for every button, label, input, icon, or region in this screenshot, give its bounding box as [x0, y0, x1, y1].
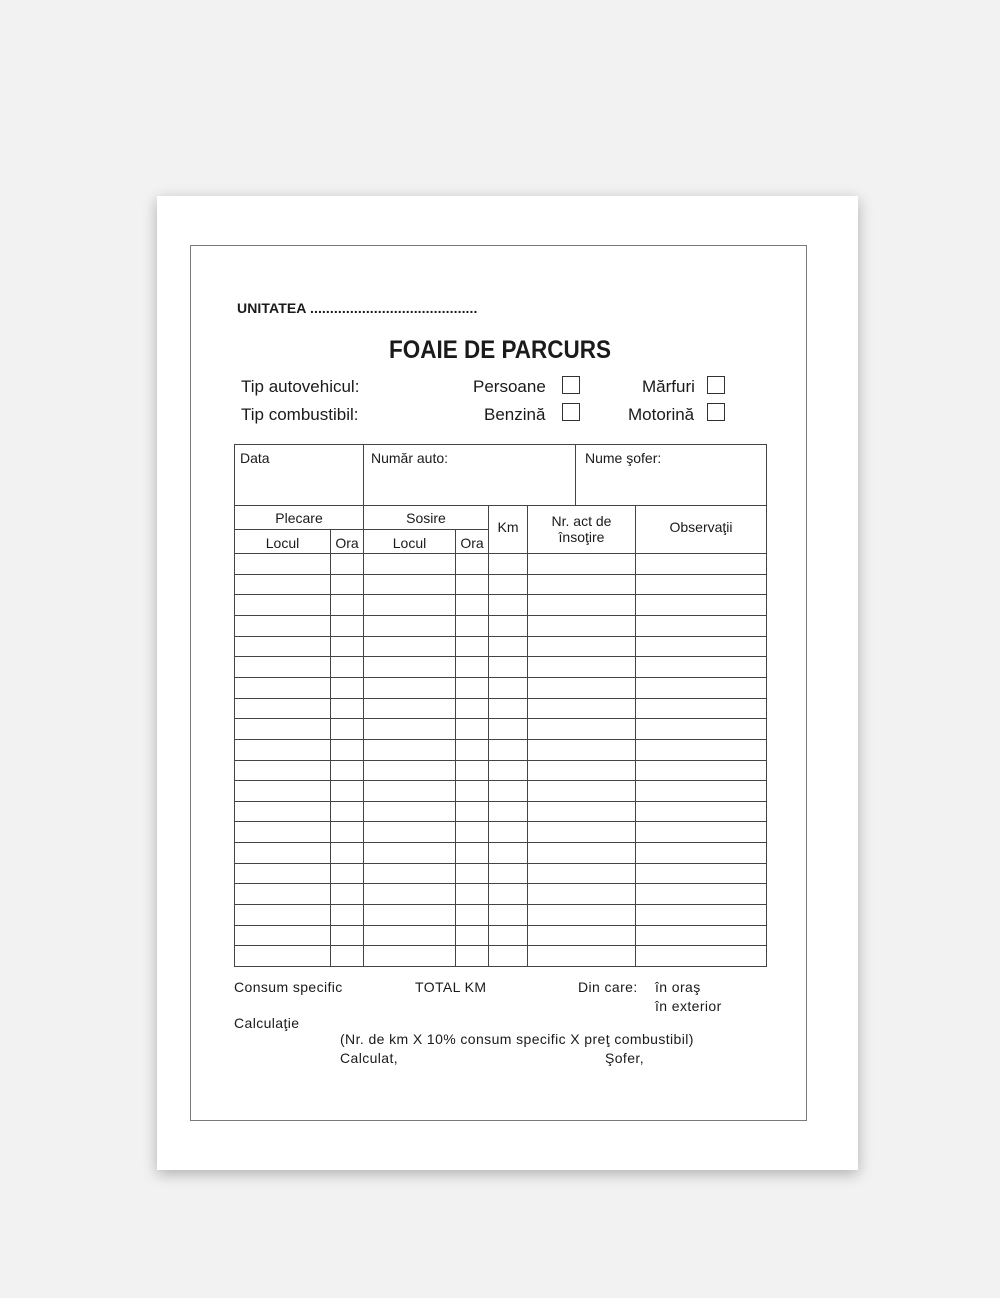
option-goods-label: Mărfuri	[642, 377, 695, 396]
table-row-divider	[234, 574, 767, 575]
table-row-divider	[234, 718, 767, 719]
unit-field-label: UNITATEA ..........................................	[237, 300, 478, 316]
departure-place-header: Locul	[265, 535, 300, 551]
table-row-divider	[234, 760, 767, 761]
table-row-divider	[234, 636, 767, 637]
option-persons-label: Persoane	[473, 377, 546, 396]
km-header: Km	[497, 519, 519, 535]
diesel-checkbox[interactable]	[707, 403, 725, 421]
table-row-divider	[234, 883, 767, 884]
table-row-divider	[234, 904, 767, 905]
departure-header: Plecare	[275, 510, 323, 526]
doc-number-header-line1: Nr. act de	[551, 513, 612, 529]
plate-number-header: Număr auto:	[371, 450, 449, 466]
vehicle-type-label: Tip autovehicul:	[241, 377, 360, 396]
table-row-divider	[234, 821, 767, 822]
table-row-divider	[234, 945, 767, 946]
driver-name-header: Nume şofer:	[585, 450, 662, 466]
arrival-place-header: Locul	[392, 535, 427, 551]
paper-sheet	[157, 196, 858, 1170]
table-row-divider	[234, 594, 767, 595]
total-km-label: TOTAL KM	[415, 979, 487, 995]
table-row-divider	[234, 842, 767, 843]
doc-number-header-line2: însoţire	[558, 529, 605, 545]
gasoline-checkbox[interactable]	[562, 403, 580, 421]
table-row-divider	[234, 780, 767, 781]
table-row-divider	[234, 698, 767, 699]
table-row-divider	[234, 863, 767, 864]
persons-checkbox[interactable]	[562, 376, 580, 394]
fuel-type-label: Tip combustibil:	[241, 405, 359, 424]
of-which-label: Din care:	[578, 979, 638, 995]
table-row-divider	[234, 677, 767, 678]
calculation-formula: (Nr. de km X 10% consum specific X preţ combustibil)	[340, 1031, 694, 1047]
option-diesel-label: Motorină	[628, 405, 695, 424]
table-row-divider	[234, 656, 767, 657]
table-row-divider	[234, 801, 767, 802]
option-gasoline-label: Benzină	[484, 405, 546, 424]
table-row-divider	[234, 739, 767, 740]
table-row-divider	[234, 925, 767, 926]
arrival-header: Sosire	[406, 510, 446, 526]
table-row-divider	[234, 615, 767, 616]
notes-header: Observaţii	[669, 519, 733, 535]
outside-label: în exterior	[655, 998, 722, 1014]
form-title: FOAIE DE PARCURS	[388, 336, 612, 364]
date-header: Data	[240, 450, 270, 466]
goods-checkbox[interactable]	[707, 376, 725, 394]
calculated-signature-label: Calculat,	[340, 1050, 399, 1066]
driver-signature-label: Şofer,	[605, 1050, 644, 1066]
departure-hour-header: Ora	[335, 535, 359, 551]
in-city-label: în oraş	[655, 979, 701, 995]
specific-consumption-label: Consum specific	[234, 979, 343, 995]
arrival-hour-header: Ora	[460, 535, 484, 551]
calculation-label: Calculaţie	[234, 1015, 300, 1031]
